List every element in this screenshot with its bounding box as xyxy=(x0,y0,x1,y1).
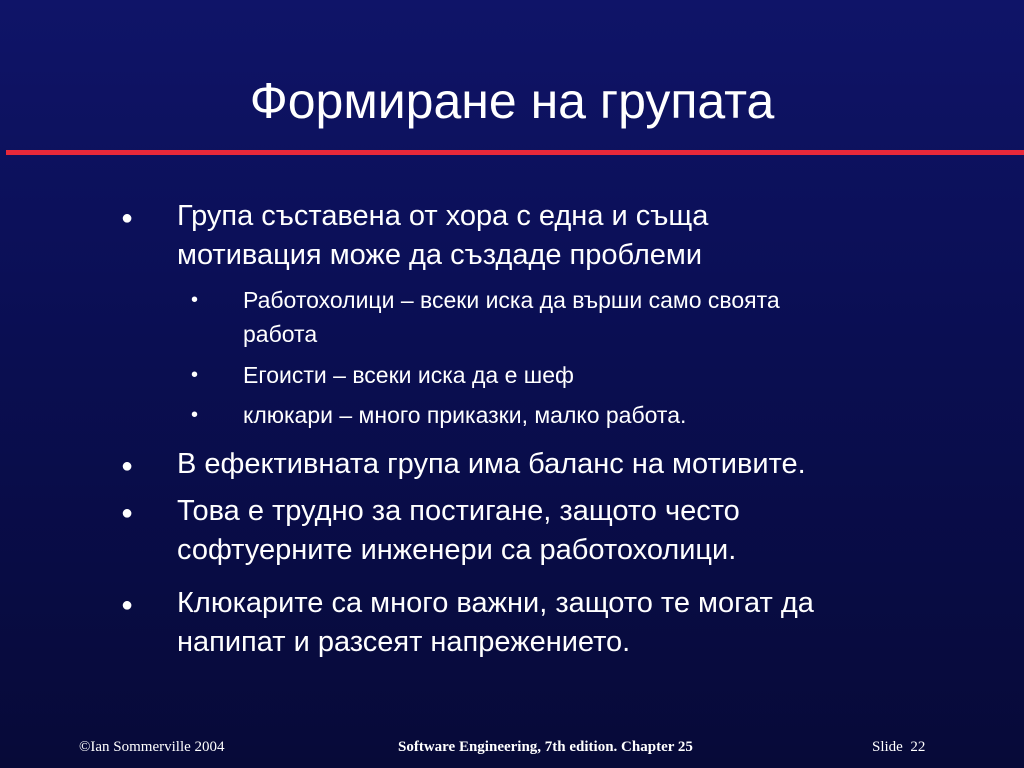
bullet-dot-icon: ● xyxy=(121,207,134,229)
sub-bullet-text: Егоисти – всеки иска да е шеф xyxy=(243,362,574,388)
bullet-text: Група съставена от хора с една и съща xyxy=(177,200,709,232)
sub-bullet-text: Работохолици – всеки иска да върши само своята xyxy=(243,287,780,313)
sub-bullet-dot-icon: • xyxy=(191,364,199,386)
footer-slide-number: Slide 22 xyxy=(872,739,926,755)
bullet-text: В ефективната група има баланс на мотивите. xyxy=(177,448,806,480)
bullet-text: Клюкарите са много важни, защото те могат да xyxy=(177,587,814,619)
bullet-dot-icon: ● xyxy=(121,502,134,524)
sub-bullet-dot-icon: • xyxy=(191,404,199,426)
bullet-text: Това е трудно за постигане, защото често xyxy=(177,495,740,527)
bullet-text: напипат и разсеят напрежението. xyxy=(177,626,631,658)
footer-copyright: ©Ian Sommerville 2004 xyxy=(79,739,225,755)
bullet-text: мотивация може да създаде проблеми xyxy=(177,239,703,271)
bullet-dot-icon: ● xyxy=(121,455,134,477)
slide-title: Формиране на групата xyxy=(249,73,775,129)
title-divider xyxy=(6,150,1024,155)
bullet-dot-icon: ● xyxy=(121,594,134,616)
sub-bullet-dot-icon: • xyxy=(191,289,199,311)
sub-bullet-text: клюкари – много приказки, малко работа. xyxy=(243,402,687,428)
footer-book-title: Software Engineering, 7th edition. Chapter 25 xyxy=(398,739,693,755)
sub-bullet-text: работа xyxy=(243,321,318,347)
bullet-text: софтуерните инженери са работохолици. xyxy=(177,534,737,566)
